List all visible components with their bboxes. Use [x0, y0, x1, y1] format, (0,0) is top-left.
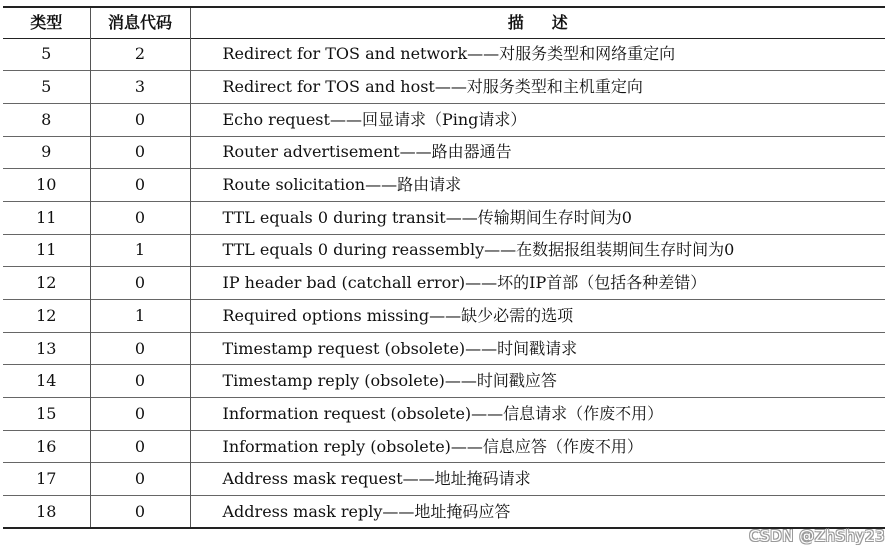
type-cell: 17	[3, 463, 90, 496]
table-row	[3, 169, 885, 202]
description-cell: Timestamp request (obsolete)——时间戳请求	[222, 338, 578, 358]
type-cell: 16	[3, 430, 90, 463]
csdn-watermark: CSDN @ZhShy23	[749, 527, 885, 545]
code-cell: 0	[90, 398, 190, 431]
code-cell: 0	[90, 496, 190, 529]
code-cell: 1	[90, 300, 190, 333]
table-row	[3, 201, 885, 234]
code-cell: 0	[90, 365, 190, 398]
type-cell: 5	[3, 71, 90, 104]
icmp-message-table	[3, 6, 885, 529]
description-cell: Required options missing——缺少必需的选项	[222, 305, 574, 325]
icmp-message-table-container	[3, 6, 885, 529]
type-cell: 13	[3, 332, 90, 365]
code-cell: 2	[90, 38, 190, 71]
header-description: 描述	[507, 12, 596, 32]
table-row	[3, 267, 885, 300]
table-header	[3, 7, 885, 38]
table-row	[3, 463, 885, 496]
table-row	[3, 136, 885, 169]
header-code: 消息代码	[90, 7, 190, 38]
description-cell: Information reply (obsolete)——信息应答（作废不用）	[222, 436, 643, 456]
table-row	[3, 332, 885, 365]
type-cell: 5	[3, 38, 90, 71]
type-cell: 12	[3, 300, 90, 333]
type-cell: 8	[3, 103, 90, 136]
code-cell: 0	[90, 136, 190, 169]
type-cell: 14	[3, 365, 90, 398]
table-row	[3, 430, 885, 463]
code-cell: 0	[90, 463, 190, 496]
code-cell: 0	[90, 201, 190, 234]
table-row	[3, 103, 885, 136]
description-cell: Echo request——回显请求（Ping请求）	[222, 109, 527, 129]
type-cell: 9	[3, 136, 90, 169]
header-row	[3, 7, 885, 38]
description-cell: TTL equals 0 during transit——传输期间生存时间为0	[222, 207, 632, 227]
description-cell: Router advertisement——路由器通告	[222, 142, 512, 162]
header-type: 类型	[3, 7, 90, 38]
table-row	[3, 496, 885, 529]
description-cell: Information request (obsolete)——信息请求（作废不用）	[222, 403, 664, 423]
table-row	[3, 398, 885, 431]
description-cell: Route solicitation——路由请求	[222, 175, 462, 195]
description-cell: Address mask reply——地址掩码应答	[222, 501, 511, 521]
table-row	[3, 300, 885, 333]
type-cell: 10	[3, 169, 90, 202]
type-cell: 18	[3, 496, 90, 529]
description-cell: Redirect for TOS and host——对服务类型和主机重定向	[222, 77, 643, 97]
type-cell: 15	[3, 398, 90, 431]
type-cell: 12	[3, 267, 90, 300]
type-cell: 11	[3, 201, 90, 234]
table-row	[3, 71, 885, 104]
code-cell: 0	[90, 267, 190, 300]
code-cell: 0	[90, 332, 190, 365]
code-cell: 0	[90, 103, 190, 136]
table-row	[3, 38, 885, 71]
code-cell: 0	[90, 430, 190, 463]
code-cell: 3	[90, 71, 190, 104]
description-cell: Timestamp reply (obsolete)——时间戳应答	[222, 371, 557, 391]
description-cell: Address mask request——地址掩码请求	[222, 469, 531, 489]
code-cell: 1	[90, 234, 190, 267]
table-row	[3, 234, 885, 267]
table-row	[3, 365, 885, 398]
table-body	[3, 38, 885, 528]
code-cell: 0	[90, 169, 190, 202]
type-cell: 11	[3, 234, 90, 267]
description-cell: Redirect for TOS and network——对服务类型和网络重定向	[222, 44, 676, 64]
description-cell: TTL equals 0 during reassembly——在数据报组装期间生存时间为0	[222, 240, 735, 260]
description-cell: IP header bad (catchall error)——坏的IP首部（包括各种差错）	[222, 273, 707, 293]
